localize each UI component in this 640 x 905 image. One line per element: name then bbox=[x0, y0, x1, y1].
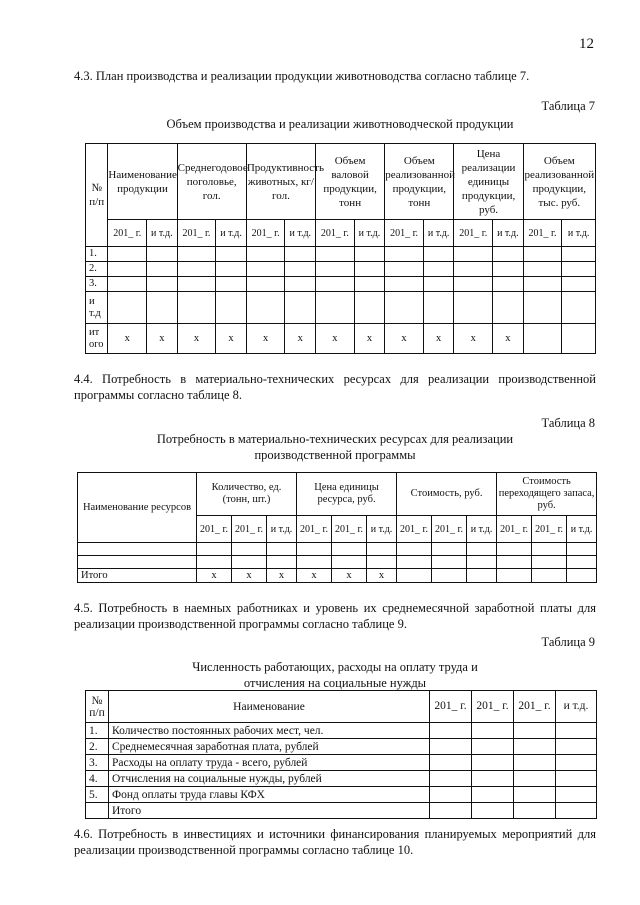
t8-etc: и т.д. bbox=[367, 516, 397, 543]
t8-year: 201_ г. bbox=[232, 516, 267, 543]
t7-etc: и т.д. bbox=[562, 220, 596, 247]
table-8-title: Потребность в материально-технических ресурсах для реализации производственной программы bbox=[156, 432, 514, 462]
page-number: 12 bbox=[579, 36, 594, 52]
t7-row-num: 2. bbox=[86, 262, 108, 277]
t9-header-etc: и т.д. bbox=[556, 691, 597, 723]
t7-x-mark: x bbox=[285, 324, 316, 354]
t9-row-num: 5. bbox=[86, 787, 109, 803]
t7-etc: и т.д. bbox=[354, 220, 385, 247]
t7-header-num: № п/п bbox=[86, 144, 108, 247]
t7-header-productivity: Продуктивность животных, кг/гол. bbox=[246, 144, 315, 220]
t7-x-mark: x bbox=[147, 324, 178, 354]
table-9-title: Численность работающих, расходы на оплату труда и отчисления на социальные нужды bbox=[192, 660, 478, 690]
t7-x-mark: x bbox=[246, 324, 285, 354]
t7-year: 201_ г. bbox=[316, 220, 355, 247]
t9-row-name: Фонд оплаты труда главы КФХ bbox=[109, 787, 430, 803]
t7-etc: и т.д. bbox=[423, 220, 454, 247]
t8-x-mark: x bbox=[232, 569, 267, 583]
t7-row-num: 1. bbox=[86, 247, 108, 262]
t7-x-mark: x bbox=[454, 324, 493, 354]
t8-total-label: Итого bbox=[78, 569, 197, 583]
t7-x-mark: x bbox=[108, 324, 147, 354]
t8-year: 201_ г. bbox=[332, 516, 367, 543]
t7-header-sold-value: Объем реализованной продукции, тыс. руб. bbox=[523, 144, 595, 220]
t7-etc: и т.д. bbox=[147, 220, 178, 247]
t8-year: 201_ г. bbox=[432, 516, 467, 543]
t8-year: 201_ г. bbox=[397, 516, 432, 543]
t9-header-name: Наименование bbox=[109, 691, 430, 723]
table-8-label: Таблица 8 bbox=[541, 416, 595, 430]
t9-header-year: 201_ г. bbox=[430, 691, 472, 723]
t8-year: 201_ г. bbox=[532, 516, 567, 543]
t7-row-num: и т.д bbox=[86, 292, 108, 324]
t8-header-qty: Количество, ед. (тонн, шт.) bbox=[197, 473, 297, 516]
t7-x-mark: x bbox=[216, 324, 247, 354]
section-4-5-heading: 4.5. Потребность в наемных работниках и уровень их среднемесячной заработной платы для реализации производственной программы согласно таблице 9. bbox=[74, 601, 596, 631]
t7-year: 201_ г. bbox=[246, 220, 285, 247]
t8-year: 201_ г. bbox=[297, 516, 332, 543]
t7-header-gross: Объем валовой продукции, тонн bbox=[316, 144, 385, 220]
t8-x-mark: x bbox=[267, 569, 297, 583]
t7-year: 201_ г. bbox=[177, 220, 216, 247]
t9-row-num: 1. bbox=[86, 723, 109, 739]
t9-header-year: 201_ г. bbox=[514, 691, 556, 723]
t8-header-cost: Стоимость, руб. bbox=[397, 473, 497, 516]
table-7 bbox=[85, 143, 596, 354]
t7-x-mark: x bbox=[177, 324, 216, 354]
t7-etc: и т.д. bbox=[216, 220, 247, 247]
table-7-title: Объем производства и реализации животноводческой продукции bbox=[166, 117, 514, 131]
t7-row-num: 3. bbox=[86, 277, 108, 292]
t9-row-num: 4. bbox=[86, 771, 109, 787]
t7-year: 201_ г. bbox=[454, 220, 493, 247]
t8-etc: и т.д. bbox=[467, 516, 497, 543]
t9-row-num: 2. bbox=[86, 739, 109, 755]
table-9 bbox=[85, 690, 597, 819]
t7-year: 201_ г. bbox=[108, 220, 147, 247]
t8-x-mark: x bbox=[367, 569, 397, 583]
table-9-label: Таблица 9 bbox=[541, 635, 595, 649]
section-4-4-heading: 4.4. Потребность в материально-технических ресурсах для реализации производственной программы согласно таблице 8. bbox=[74, 372, 596, 402]
t9-row-num: 3. bbox=[86, 755, 109, 771]
t7-header-avg-heads: Среднегодовое поголовье, гол. bbox=[177, 144, 246, 220]
t7-x-mark: x bbox=[354, 324, 385, 354]
t8-header-carryover: Стоимость переходящего запаса, руб. bbox=[497, 473, 597, 516]
t7-year: 201_ г. bbox=[523, 220, 562, 247]
t8-etc: и т.д. bbox=[267, 516, 297, 543]
section-4-3-heading: 4.3. План производства и реализации продукции животноводства согласно таблице 7. bbox=[74, 69, 530, 83]
t8-year: 201_ г. bbox=[497, 516, 532, 543]
table-7-label: Таблица 7 bbox=[541, 99, 595, 113]
t7-header-name: Наименование продукции bbox=[108, 144, 177, 220]
t8-year: 201_ г. bbox=[197, 516, 232, 543]
t8-x-mark: x bbox=[197, 569, 232, 583]
t7-x-mark: x bbox=[385, 324, 424, 354]
t7-total-label: ит ого bbox=[86, 324, 108, 354]
t8-header-name: Наименование ресурсов bbox=[78, 473, 197, 543]
t8-etc: и т.д. bbox=[567, 516, 597, 543]
t9-header-year: 201_ г. bbox=[472, 691, 514, 723]
t8-x-mark: x bbox=[332, 569, 367, 583]
t8-header-unit-price: Цена единицы ресурса, руб. bbox=[297, 473, 397, 516]
t7-etc: и т.д. bbox=[493, 220, 524, 247]
t9-row-name: Расходы на оплату труда - всего, рублей bbox=[109, 755, 430, 771]
section-4-6-heading: 4.6. Потребность в инвестициях и источники финансирования планируемых мероприятий для реализации производственной программы согласно таблице 10. bbox=[74, 827, 596, 857]
t7-header-sold: Объем реализованной продукции, тонн bbox=[385, 144, 454, 220]
table-8 bbox=[77, 472, 597, 583]
t7-year: 201_ г. bbox=[385, 220, 424, 247]
t9-row-name: Количество постоянных рабочих мест, чел. bbox=[109, 723, 430, 739]
t9-row-name: Среднемесячная заработная плата, рублей bbox=[109, 739, 430, 755]
t8-x-mark: x bbox=[297, 569, 332, 583]
t7-x-mark: x bbox=[423, 324, 454, 354]
t7-etc: и т.д. bbox=[285, 220, 316, 247]
t9-total-label: Итого bbox=[109, 803, 430, 819]
t9-row-name: Отчисления на социальные нужды, рублей bbox=[109, 771, 430, 787]
t9-header-num: № п/п bbox=[86, 691, 109, 723]
t7-x-mark: x bbox=[493, 324, 524, 354]
t7-header-price: Цена реализации единицы продукции, руб. bbox=[454, 144, 523, 220]
t7-x-mark: x bbox=[316, 324, 355, 354]
